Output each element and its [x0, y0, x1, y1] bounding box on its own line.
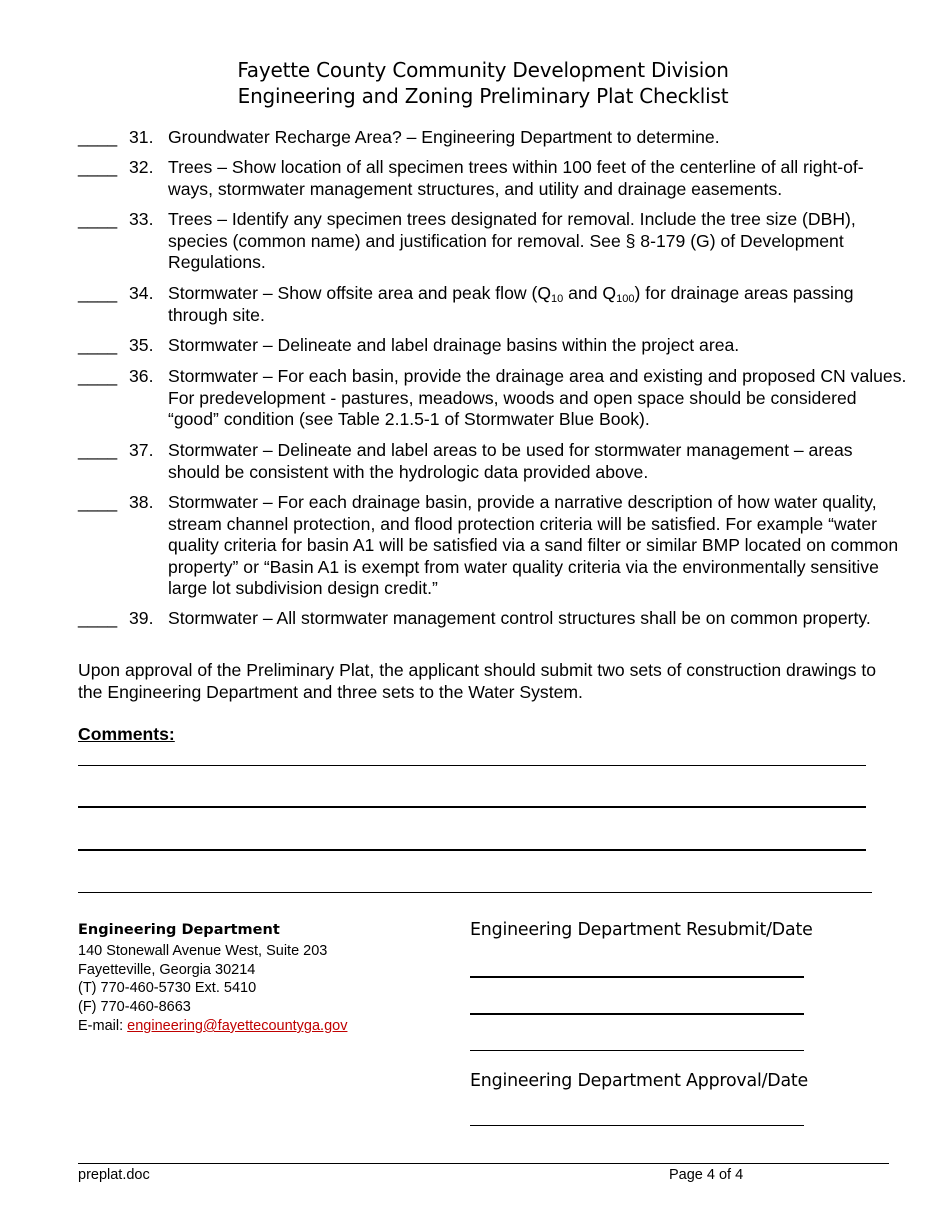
item-number: 34.	[129, 283, 154, 303]
item-text: Stormwater – All stormwater management control structures shall be on common property.	[168, 608, 871, 628]
footer-filename: preplat.doc	[78, 1167, 150, 1183]
contact-fax: (F) 770-460-8663	[78, 999, 191, 1015]
resubmit-date-label: Engineering Department Resubmit/Date	[470, 920, 813, 940]
checklist-item-38	[78, 492, 908, 600]
checkbox-blank[interactable]: ____	[78, 209, 118, 229]
item-text	[168, 283, 908, 326]
checkbox-blank[interactable]: ____	[78, 127, 118, 147]
item-text: Stormwater – Delineate and label drainage basins within the project area.	[168, 335, 740, 355]
item-text: Stormwater – For each basin, provide the drainage area and existing and proposed CN values. For predevelopment - pastures, meadows, woods and open space should be considered “good” condition (see Table 2.1.5-1 of Stormwater Blue Book).	[168, 366, 907, 429]
comment-line-4[interactable]	[78, 892, 872, 893]
item-number: 39.	[129, 608, 154, 628]
contact-department: Engineering Department	[78, 922, 280, 938]
approval-signature-line[interactable]	[470, 1125, 804, 1126]
resubmit-signature-line-2[interactable]	[470, 1013, 804, 1015]
item-text: Stormwater – For each drainage basin, provide a narrative description of how water quality, stream channel protection, and flood protection criteria will be satisfied. For example “water quality criteria for basin A1 will be satisfied via a sand filter or similar BMP located on common property” or “Basin A1 is exempt from water quality criteria via the environmentally sensitive large lot subdivision design credit.”	[168, 492, 899, 598]
checklist-item-31	[78, 127, 908, 149]
checklist-item-35	[78, 335, 908, 357]
resubmit-signature-line-1[interactable]	[470, 976, 804, 978]
comments-label: Comments:	[78, 724, 175, 744]
item-number: 36.	[129, 366, 154, 386]
item-number: 32.	[129, 157, 154, 177]
resubmit-signature-line-3[interactable]	[470, 1050, 804, 1051]
item-text: Stormwater – Delineate and label areas to be used for stormwater management – areas should be consistent with the hydrologic data provided above.	[168, 440, 853, 482]
item-text-part: and Q	[563, 283, 617, 303]
checkbox-blank[interactable]: ____	[78, 157, 118, 177]
item-text-part: Stormwater – Show offsite area and peak flow (Q	[168, 283, 552, 303]
checklist-item-32	[78, 157, 908, 200]
approval-date-label: Engineering Department Approval/Date	[470, 1071, 809, 1091]
footer-page-number: Page 4 of 4	[669, 1167, 744, 1183]
item-text: Trees – Identify any specimen trees designated for removal. Include the tree size (DBH), species (common name) and justification for removal. See § 8-179 (G) of Development Regulations.	[168, 209, 856, 272]
checkbox-blank[interactable]: ____	[78, 440, 118, 460]
item-text: Groundwater Recharge Area? – Engineering Department to determine.	[168, 127, 720, 147]
email-link[interactable]: engineering@fayettecountyga.gov	[127, 1018, 348, 1034]
checklist-item-33	[78, 209, 908, 274]
item-number: 37.	[129, 440, 154, 460]
checkbox-blank[interactable]: ____	[78, 335, 118, 355]
item-number: 33.	[129, 209, 154, 229]
comment-line-1[interactable]	[78, 765, 866, 766]
item-text-part: ) for drainage areas passing through site.	[168, 283, 854, 325]
subscript-10: 10	[551, 293, 564, 305]
contact-address-1: 140 Stonewall Avenue West, Suite 203	[78, 943, 328, 959]
contact-email-row	[78, 1017, 347, 1035]
checklist-item-39	[78, 608, 908, 630]
email-label: E-mail:	[78, 1018, 128, 1034]
approval-note: Upon approval of the Preliminary Plat, the applicant should submit two sets of construction drawings to the Engineering Department and three sets to the Water System.	[78, 660, 876, 702]
page-title-line-2: Engineering and Zoning Preliminary Plat Checklist	[237, 84, 729, 108]
contact-phone: (T) 770-460-5730 Ext. 5410	[78, 980, 257, 996]
checkbox-blank[interactable]: ____	[78, 492, 118, 512]
item-number: 31.	[129, 127, 154, 147]
comment-line-2[interactable]	[78, 806, 866, 808]
footer-divider	[78, 1163, 889, 1164]
item-number: 38.	[129, 492, 154, 512]
item-number: 35.	[129, 335, 154, 355]
checklist-item-37	[78, 440, 908, 483]
checkbox-blank[interactable]: ____	[78, 366, 118, 386]
checklist-item-34	[78, 283, 908, 326]
contact-address-2: Fayetteville, Georgia 30214	[78, 962, 256, 978]
item-text: Trees – Show location of all specimen trees within 100 feet of the centerline of all right-of-ways, stormwater management structures, and utility and drainage easements.	[168, 157, 864, 199]
subscript-100: 100	[616, 293, 635, 305]
checkbox-blank[interactable]: ____	[78, 608, 118, 628]
page-title-line-1: Fayette County Community Development Division	[237, 58, 729, 82]
checkbox-blank[interactable]: ____	[78, 283, 118, 303]
comment-line-3[interactable]	[78, 849, 866, 851]
checklist-item-36	[78, 366, 908, 431]
